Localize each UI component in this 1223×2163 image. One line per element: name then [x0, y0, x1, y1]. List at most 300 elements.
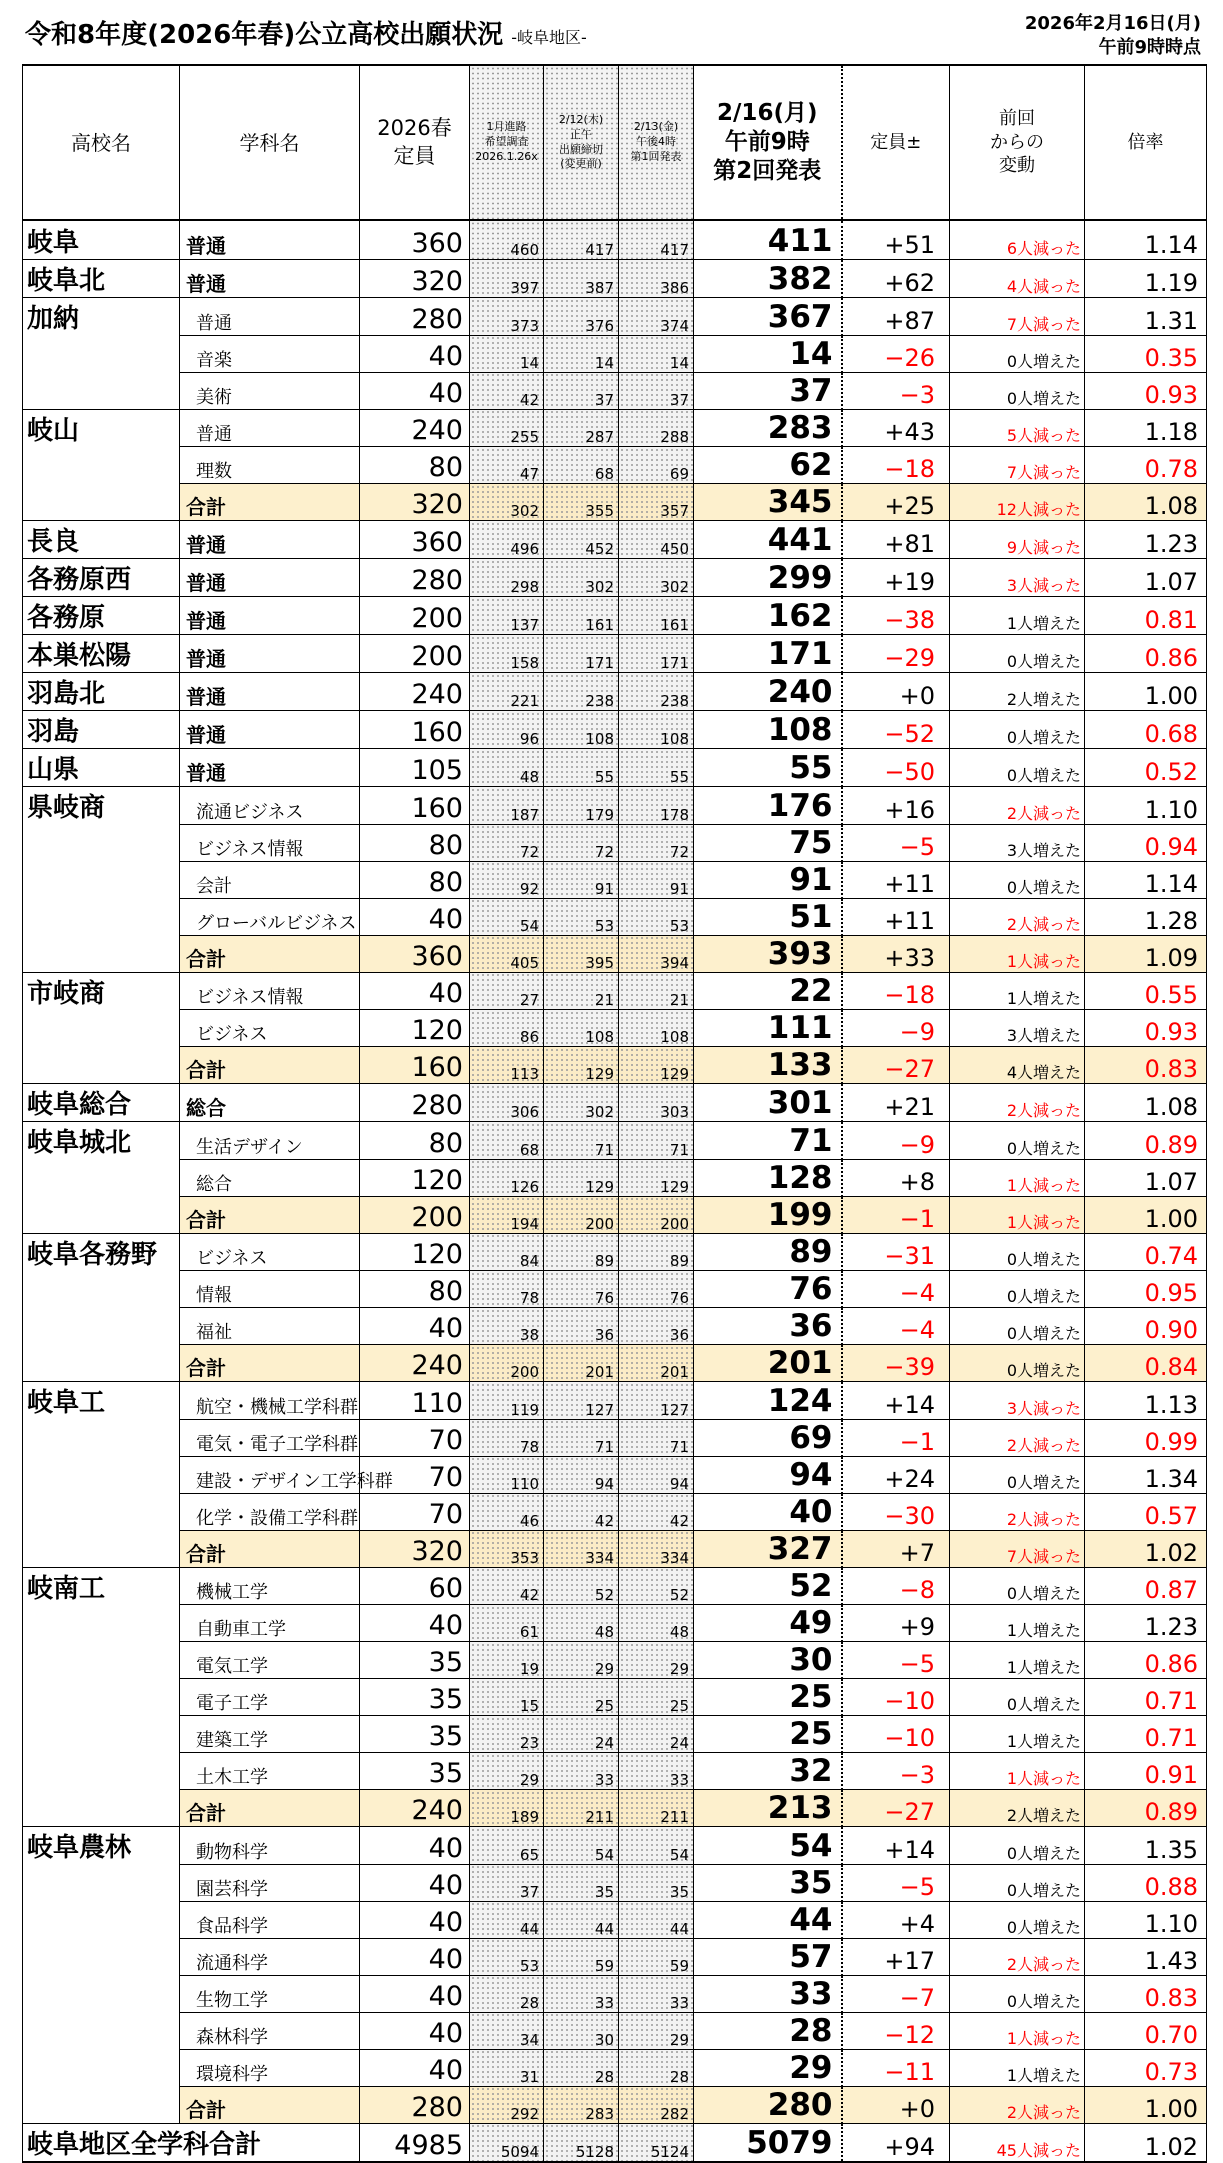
- feb16-count: 28: [694, 2012, 842, 2049]
- change-from-previous: 0人増えた: [950, 1827, 1085, 1865]
- feb12-count: 334: [544, 1530, 619, 1567]
- capacity-value: 80: [360, 1271, 470, 1308]
- capacity-diff: +0: [842, 2086, 950, 2123]
- table-row: [23, 559, 1207, 597]
- capacity-value: 40: [360, 1308, 470, 1345]
- header-survey: 1月進路 希望調査 2026.1.26x: [470, 65, 544, 220]
- change-from-previous: 1人増えた: [950, 1642, 1085, 1679]
- feb16-count: 201: [694, 1345, 842, 1382]
- feb13-count: 127: [619, 1382, 694, 1420]
- feb12-count: 24: [544, 1716, 619, 1753]
- survey-count: 78: [470, 1419, 544, 1456]
- capacity-diff: −52: [842, 711, 950, 749]
- feb16-count: 29: [694, 2049, 842, 2086]
- school-name: 山県: [23, 749, 180, 787]
- header-school: 高校名: [23, 65, 180, 220]
- survey-count: 353: [470, 1530, 544, 1567]
- feb12-count: 33: [544, 1753, 619, 1790]
- table-row: [23, 1122, 1207, 1160]
- capacity-diff: +14: [842, 1827, 950, 1865]
- survey-count: 113: [470, 1047, 544, 1084]
- capacity-value: 40: [360, 898, 470, 935]
- feb13-count: 303: [619, 1084, 694, 1122]
- school-name: 羽島: [23, 711, 180, 749]
- capacity-value: 40: [360, 2012, 470, 2049]
- department-name: 合計: [180, 484, 360, 521]
- capacity-value: 105: [360, 749, 470, 787]
- subtotal-row: [23, 2086, 1207, 2123]
- feb13-count: 52: [619, 1567, 694, 1605]
- feb16-count: 91: [694, 861, 842, 898]
- subtotal-row: [23, 1196, 1207, 1233]
- feb13-count: 91: [619, 861, 694, 898]
- department-name: ビジネス情報: [180, 972, 360, 1010]
- capacity-value: 80: [360, 447, 470, 484]
- feb13-count: 71: [619, 1122, 694, 1160]
- feb13-count: 33: [619, 1753, 694, 1790]
- feb13-count: 37: [619, 372, 694, 409]
- feb16-count: 75: [694, 824, 842, 861]
- feb13-count: 48: [619, 1605, 694, 1642]
- school-name: 県岐商: [23, 787, 180, 825]
- competition-rate: 1.10: [1085, 787, 1207, 825]
- competition-rate: 1.02: [1085, 1530, 1207, 1567]
- change-from-previous: 0人増えた: [950, 861, 1085, 898]
- capacity-value: 280: [360, 298, 470, 336]
- survey-count: 126: [470, 1159, 544, 1196]
- table-row: [23, 1716, 1207, 1753]
- survey-count: 53: [470, 1938, 544, 1975]
- subtotal-row: [23, 1345, 1207, 1382]
- table-row: [23, 447, 1207, 484]
- capacity-diff: −11: [842, 2049, 950, 2086]
- capacity-value: 240: [360, 1790, 470, 1827]
- page-title: [25, 14, 587, 51]
- feb12-count: 108: [544, 1010, 619, 1047]
- survey-count: 200: [470, 1345, 544, 1382]
- table-row: [23, 635, 1207, 673]
- school-name: [23, 1010, 180, 1047]
- survey-count: 46: [470, 1493, 544, 1530]
- capacity-diff: +25: [842, 484, 950, 521]
- capacity-diff: +24: [842, 1456, 950, 1493]
- feb12-count: 21: [544, 972, 619, 1010]
- department-name: 普通: [180, 673, 360, 711]
- feb12-count: 200: [544, 1196, 619, 1233]
- school-name: [23, 1642, 180, 1679]
- survey-count: 187: [470, 787, 544, 825]
- competition-rate: 1.07: [1085, 559, 1207, 597]
- competition-rate: 1.00: [1085, 2086, 1207, 2123]
- feb13-count: 200: [619, 1196, 694, 1233]
- feb16-count: 382: [694, 260, 842, 298]
- change-from-previous: 4人増えた: [950, 1047, 1085, 1084]
- school-name: [23, 1345, 180, 1382]
- table-row: [23, 521, 1207, 559]
- table-row: [23, 824, 1207, 861]
- change-from-previous: 9人減った: [950, 521, 1085, 559]
- survey-count: 42: [470, 1567, 544, 1605]
- competition-rate: 0.71: [1085, 1716, 1207, 1753]
- competition-rate: 0.94: [1085, 824, 1207, 861]
- school-name: [23, 1975, 180, 2012]
- table-row: [23, 1271, 1207, 1308]
- feb16-count: 176: [694, 787, 842, 825]
- feb12-count: 59: [544, 1938, 619, 1975]
- capacity-diff: +9: [842, 1605, 950, 1642]
- capacity-diff: +14: [842, 1382, 950, 1420]
- feb12-count: 387: [544, 260, 619, 298]
- timestamp-time: 午前9時時点: [1098, 37, 1201, 58]
- feb12-count: 42: [544, 1493, 619, 1530]
- change-from-previous: 0人増えた: [950, 1456, 1085, 1493]
- feb13-count: 171: [619, 635, 694, 673]
- table-row: [23, 2012, 1207, 2049]
- feb12-count: 89: [544, 1233, 619, 1271]
- capacity-value: 40: [360, 1938, 470, 1975]
- table-row: [23, 220, 1207, 260]
- feb13-count: 334: [619, 1530, 694, 1567]
- feb12-count: 283: [544, 2086, 619, 2123]
- department-name: 普通: [180, 409, 360, 447]
- capacity-diff: −39: [842, 1345, 950, 1382]
- feb16-count: 33: [694, 1975, 842, 2012]
- change-from-previous: 1人減った: [950, 2012, 1085, 2049]
- survey-count: 15: [470, 1679, 544, 1716]
- survey-count: 27: [470, 972, 544, 1010]
- table-row: [23, 972, 1207, 1010]
- competition-rate: 0.70: [1085, 2012, 1207, 2049]
- capacity-diff: +8: [842, 1159, 950, 1196]
- change-from-previous: 0人増えた: [950, 1975, 1085, 2012]
- feb13-count: 238: [619, 673, 694, 711]
- change-from-previous: 3人減った: [950, 559, 1085, 597]
- header-change: 前回 からの 変動: [950, 65, 1085, 220]
- competition-rate: 1.23: [1085, 1605, 1207, 1642]
- feb12-count: 201: [544, 1345, 619, 1382]
- header-rate: 倍率: [1085, 65, 1207, 220]
- feb13-count: 28: [619, 2049, 694, 2086]
- competition-rate: 0.55: [1085, 972, 1207, 1010]
- competition-rate: 0.68: [1085, 711, 1207, 749]
- feb13-count: 108: [619, 1010, 694, 1047]
- competition-rate: 0.87: [1085, 1567, 1207, 1605]
- feb12-count: 55: [544, 749, 619, 787]
- feb13-count: 53: [619, 898, 694, 935]
- table-row: [23, 749, 1207, 787]
- change-from-previous: 0人増えた: [950, 1864, 1085, 1901]
- capacity-value: 40: [360, 1864, 470, 1901]
- survey-count: 19: [470, 1642, 544, 1679]
- capacity-value: 70: [360, 1456, 470, 1493]
- capacity-diff: −27: [842, 1047, 950, 1084]
- change-from-previous: 1人減った: [950, 1196, 1085, 1233]
- feb13-count: 201: [619, 1345, 694, 1382]
- capacity-diff: −18: [842, 972, 950, 1010]
- feb16-count: 44: [694, 1901, 842, 1938]
- feb12-count: 29: [544, 1642, 619, 1679]
- change-from-previous: 2人増えた: [950, 1790, 1085, 1827]
- feb13-count: 374: [619, 298, 694, 336]
- table-row: [23, 1642, 1207, 1679]
- department-name: 動物科学: [180, 1827, 360, 1865]
- change-from-previous: 0人増えた: [950, 372, 1085, 409]
- change-from-previous: 7人減った: [950, 1530, 1085, 1567]
- department-name: 美術: [180, 372, 360, 409]
- department-name: 電子工学: [180, 1679, 360, 1716]
- department-name: 総合: [180, 1084, 360, 1122]
- survey-count: 65: [470, 1827, 544, 1865]
- feb13-count: 282: [619, 2086, 694, 2123]
- feb16-count: 327: [694, 1530, 842, 1567]
- feb13-count: 450: [619, 521, 694, 559]
- survey-count: 292: [470, 2086, 544, 2123]
- header-diff: 定員±: [842, 65, 950, 220]
- title-text: 令和8年度(2026年春)公立高校出願状況: [25, 20, 504, 50]
- competition-rate: 1.23: [1085, 521, 1207, 559]
- school-name: [23, 1047, 180, 1084]
- feb16-count: 57: [694, 1938, 842, 1975]
- grand-total-feb12: 5128: [544, 2123, 619, 2162]
- feb12-count: 452: [544, 521, 619, 559]
- school-name: [23, 1753, 180, 1790]
- capacity-diff: −38: [842, 597, 950, 635]
- feb12-count: 30: [544, 2012, 619, 2049]
- subtotal-row: [23, 484, 1207, 521]
- table-row: [23, 1679, 1207, 1716]
- school-name: [23, 2012, 180, 2049]
- department-name: 合計: [180, 1047, 360, 1084]
- feb12-count: 302: [544, 559, 619, 597]
- competition-rate: 0.84: [1085, 1345, 1207, 1382]
- feb12-count: 376: [544, 298, 619, 336]
- capacity-diff: −1: [842, 1419, 950, 1456]
- feb16-count: 32: [694, 1753, 842, 1790]
- table-row: [23, 1753, 1207, 1790]
- capacity-value: 40: [360, 972, 470, 1010]
- timestamp: [1025, 12, 1201, 60]
- feb16-count: 367: [694, 298, 842, 336]
- capacity-diff: +81: [842, 521, 950, 559]
- feb16-count: 199: [694, 1196, 842, 1233]
- feb12-count: 72: [544, 824, 619, 861]
- department-name: ビジネス: [180, 1233, 360, 1271]
- department-name: 食品科学: [180, 1901, 360, 1938]
- table-row: [23, 409, 1207, 447]
- feb13-count: 44: [619, 1901, 694, 1938]
- feb16-count: 213: [694, 1790, 842, 1827]
- survey-count: 61: [470, 1605, 544, 1642]
- feb13-count: 129: [619, 1159, 694, 1196]
- table-row: [23, 898, 1207, 935]
- feb13-count: 59: [619, 1938, 694, 1975]
- feb16-count: 299: [694, 559, 842, 597]
- competition-rate: 1.14: [1085, 861, 1207, 898]
- feb12-count: 35: [544, 1864, 619, 1901]
- feb13-count: 55: [619, 749, 694, 787]
- table-row: [23, 1901, 1207, 1938]
- feb13-count: 14: [619, 335, 694, 372]
- competition-rate: 0.88: [1085, 1864, 1207, 1901]
- feb12-count: 37: [544, 372, 619, 409]
- capacity-diff: +33: [842, 935, 950, 972]
- department-name: 生物工学: [180, 1975, 360, 2012]
- table-row: [23, 787, 1207, 825]
- change-from-previous: 2人減った: [950, 787, 1085, 825]
- capacity-value: 110: [360, 1382, 470, 1420]
- table-row: [23, 2049, 1207, 2086]
- school-name: [23, 1493, 180, 1530]
- table-row: [23, 1419, 1207, 1456]
- department-name: 合計: [180, 1345, 360, 1382]
- competition-rate: 0.90: [1085, 1308, 1207, 1345]
- capacity-value: 80: [360, 1122, 470, 1160]
- capacity-diff: +16: [842, 787, 950, 825]
- capacity-value: 160: [360, 1047, 470, 1084]
- feb12-count: 25: [544, 1679, 619, 1716]
- change-from-previous: 6人減った: [950, 220, 1085, 260]
- feb13-count: 69: [619, 447, 694, 484]
- capacity-value: 40: [360, 1901, 470, 1938]
- capacity-diff: +7: [842, 1530, 950, 1567]
- capacity-diff: −5: [842, 824, 950, 861]
- capacity-value: 200: [360, 1196, 470, 1233]
- department-name: 流通科学: [180, 1938, 360, 1975]
- feb12-count: 108: [544, 711, 619, 749]
- feb13-count: 71: [619, 1419, 694, 1456]
- feb16-count: 71: [694, 1122, 842, 1160]
- feb13-count: 417: [619, 220, 694, 260]
- department-name: グローバルビジネス: [180, 898, 360, 935]
- capacity-value: 35: [360, 1716, 470, 1753]
- grand-total-row: [23, 2123, 1207, 2162]
- capacity-diff: −29: [842, 635, 950, 673]
- change-from-previous: 2人増えた: [950, 673, 1085, 711]
- capacity-value: 160: [360, 787, 470, 825]
- feb13-count: 94: [619, 1456, 694, 1493]
- school-name: [23, 2086, 180, 2123]
- department-name: 普通: [180, 597, 360, 635]
- competition-rate: 1.13: [1085, 1382, 1207, 1420]
- feb16-count: 36: [694, 1308, 842, 1345]
- survey-count: 31: [470, 2049, 544, 2086]
- table-row: [23, 1233, 1207, 1271]
- change-from-previous: 0人増えた: [950, 1122, 1085, 1160]
- capacity-value: 40: [360, 2049, 470, 2086]
- school-name: 岐阜: [23, 220, 180, 260]
- school-name: 岐阜工: [23, 1382, 180, 1420]
- survey-count: 23: [470, 1716, 544, 1753]
- competition-rate: 0.93: [1085, 1010, 1207, 1047]
- school-name: 市岐商: [23, 972, 180, 1010]
- competition-rate: 0.91: [1085, 1753, 1207, 1790]
- school-name: 長良: [23, 521, 180, 559]
- department-name: 普通: [180, 521, 360, 559]
- feb12-count: 36: [544, 1308, 619, 1345]
- change-from-previous: 1人増えた: [950, 972, 1085, 1010]
- survey-count: 38: [470, 1308, 544, 1345]
- capacity-diff: −31: [842, 1233, 950, 1271]
- feb13-count: 25: [619, 1679, 694, 1716]
- department-name: 普通: [180, 635, 360, 673]
- capacity-diff: −1: [842, 1196, 950, 1233]
- change-from-previous: 0人増えた: [950, 1233, 1085, 1271]
- table-row: [23, 1567, 1207, 1605]
- capacity-value: 40: [360, 1975, 470, 2012]
- feb16-count: 345: [694, 484, 842, 521]
- table-row: [23, 1827, 1207, 1865]
- application-status-table: [22, 64, 1207, 2163]
- table-row: [23, 1010, 1207, 1047]
- change-from-previous: 1人減った: [950, 1159, 1085, 1196]
- survey-count: 72: [470, 824, 544, 861]
- school-name: [23, 1790, 180, 1827]
- feb13-count: 29: [619, 1642, 694, 1679]
- department-name: 普通: [180, 298, 360, 336]
- competition-rate: 0.81: [1085, 597, 1207, 635]
- feb16-count: 133: [694, 1047, 842, 1084]
- competition-rate: 0.99: [1085, 1419, 1207, 1456]
- school-name: [23, 1864, 180, 1901]
- capacity-diff: −30: [842, 1493, 950, 1530]
- school-name: 岐阜各務野: [23, 1233, 180, 1271]
- department-name: 建設・デザイン工学科群: [180, 1456, 360, 1493]
- school-name: [23, 372, 180, 409]
- competition-rate: 1.19: [1085, 260, 1207, 298]
- feb12-count: 395: [544, 935, 619, 972]
- table-row: [23, 1493, 1207, 1530]
- capacity-value: 120: [360, 1233, 470, 1271]
- school-name: 岐山: [23, 409, 180, 447]
- feb12-count: 71: [544, 1122, 619, 1160]
- survey-count: 28: [470, 1975, 544, 2012]
- department-name: 園芸科学: [180, 1864, 360, 1901]
- capacity-value: 120: [360, 1159, 470, 1196]
- table-row: [23, 597, 1207, 635]
- capacity-diff: −5: [842, 1642, 950, 1679]
- capacity-value: 200: [360, 597, 470, 635]
- capacity-diff: +4: [842, 1901, 950, 1938]
- grand-total-rate: 1.02: [1085, 2123, 1207, 2162]
- feb12-count: 171: [544, 635, 619, 673]
- change-from-previous: 7人減った: [950, 298, 1085, 336]
- capacity-diff: −7: [842, 1975, 950, 2012]
- feb13-count: 54: [619, 1827, 694, 1865]
- survey-count: 42: [470, 372, 544, 409]
- feb12-count: 211: [544, 1790, 619, 1827]
- department-name: 普通: [180, 220, 360, 260]
- survey-count: 92: [470, 861, 544, 898]
- school-name: [23, 1308, 180, 1345]
- change-from-previous: 1人増えた: [950, 1716, 1085, 1753]
- department-name: 森林科学: [180, 2012, 360, 2049]
- capacity-value: 120: [360, 1010, 470, 1047]
- survey-count: 194: [470, 1196, 544, 1233]
- feb16-count: 111: [694, 1010, 842, 1047]
- change-from-previous: 0人増えた: [950, 635, 1085, 673]
- grand-total-label: 岐阜地区全学科合計: [23, 2123, 360, 2162]
- department-name: 合計: [180, 2086, 360, 2123]
- feb16-count: 393: [694, 935, 842, 972]
- table-row: [23, 1975, 1207, 2012]
- competition-rate: 1.28: [1085, 898, 1207, 935]
- feb12-count: 76: [544, 1271, 619, 1308]
- feb16-count: 108: [694, 711, 842, 749]
- feb12-count: 52: [544, 1567, 619, 1605]
- department-name: 電気工学: [180, 1642, 360, 1679]
- school-name: [23, 2049, 180, 2086]
- survey-count: 496: [470, 521, 544, 559]
